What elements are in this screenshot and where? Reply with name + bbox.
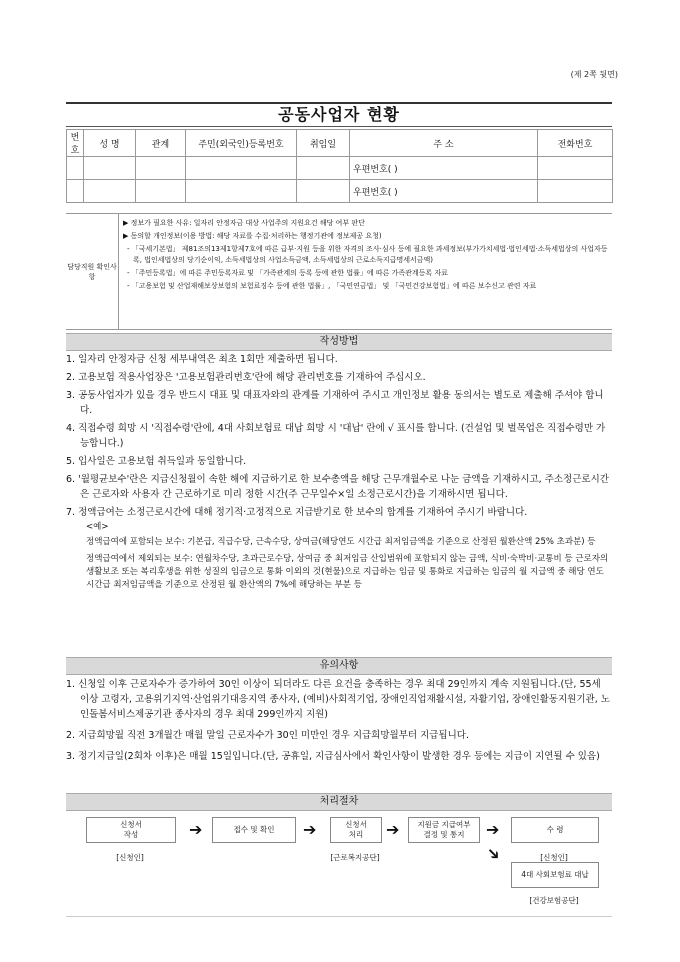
- header-address: 주 소: [350, 130, 538, 157]
- step-process-application: 신청서 처리: [330, 817, 382, 843]
- arrow-down-right-icon: ➔: [482, 842, 506, 866]
- header-start-date: 취임일: [297, 130, 350, 157]
- consent-line: ▶ 동의할 개인정보(이용 방법: 해당 자료를 수집·처리하는 행정기관에 정보제공 요청): [123, 232, 382, 240]
- consent-sub: - 「주민등록법」에 따른 주민등록자료 및 「가족관계의 등록 등에 관한 법률」에 따른 가족관계등록 자료: [127, 269, 448, 277]
- page-title: 공동사업자 현황: [278, 105, 400, 124]
- method-item: 5. 입사일은 고용보험 취득일과 동일합니다.: [66, 456, 247, 467]
- procedure-heading: 처리절차: [66, 793, 612, 811]
- page-note: (제 2쪽 뒷면): [570, 70, 618, 79]
- arrow-right-icon: ➔: [386, 820, 400, 839]
- header-relation: 관계: [136, 130, 186, 157]
- arrow-right-icon: ➔: [486, 820, 500, 839]
- label-welfare-corp: [근로복지공단]: [330, 853, 380, 862]
- header-id: 주민(외국인)등록번호: [186, 130, 297, 157]
- cell-address[interactable]: 우편번호( ): [350, 157, 538, 180]
- method-item: 4. 직접수령 희망 시 '직접수령'란에, 4대 사회보험료 대납 희망 시 '대납' 란에 √ 표시를 합니다. (건설업 및 벌목업은 직접수령만 가능합니다.): [66, 423, 606, 449]
- label-applicant: [신청인]: [540, 853, 568, 862]
- consent-sub: - 「고용보험 및 산업재해보상보험의 보험료징수 등에 관한 법률」, 「국민연금법」 및 「국민건강보험법」에 따른 보수신고 관련 자료: [127, 282, 537, 290]
- method-item: 7. 정액급여는 소정근로시간에 대해 정기적·고정적으로 지급받기로 한 보수의 합계를 기재하여 주시기 바랍니다.: [66, 507, 528, 518]
- caution-item: 1. 신청일 이후 근로자수가 증가하여 30인 이상이 되더라도 다른 요건을 충족하는 경우 최대 29인까지 계속 지원됩니다.(단, 55세 이상 고령자, 고용위기지역·산업위기대응지역 종사자, (예비)사회적기업, 장애인직업재활시설, 자활기업, 장애인활동지원기관, 노인돌봄서비스제공기관 종사자의 경우 최대 299인까지 지원): [66, 679, 610, 720]
- bottom-rule: [66, 916, 612, 917]
- method-item: 6. '월평균보수'란은 지급신청월이 속한 해에 지급하기로 한 보수총액을 해당 근무개월수로 나눈 금액을 기재하시고, 주소정근로시간은 근로자와 사용자 간 근로하기로 미리 정한 시간(주 근무일수×일 소정근로시간)을 기재하시면 됩니다.: [66, 474, 609, 500]
- example-excluded: 정액급여에서 제외되는 보수: 연월차수당, 초과근로수당, 상여금 중 최저임금 산입범위에 포함되지 않는 금액, 식비·숙박비·교통비 등 근로자의 생활보조 또는 복리후생을 위한 성질의 임금으로 통화 이외의 것(현물)으로 지급하는 임금 및 통화로 지급하는 임금의 월 지급액 중 해당 연도 시간급 최저임금액을 기준으로 산정된 월 환산액의 7%에 해당하는 부분 등: [86, 554, 609, 590]
- method-item: 1. 일자리 안정자금 신청 세부내역은 최초 1회만 제출하면 됩니다.: [66, 354, 338, 365]
- example-included: 정액급여에 포함되는 보수: 기본급, 직급수당, 근속수당, 상여금(해당연도 시간급 최저임금액을 기준으로 산정된 월환산액 25% 초과분) 등: [86, 537, 596, 547]
- caution-heading: 유의사항: [66, 657, 612, 675]
- step-insurance-payment: 4대 사회보험료 대납: [511, 862, 599, 888]
- caution-item: 3. 정기지급일(2회차 이후)은 매월 15일입니다.(단, 공휴일, 지급심사에서 확인사항이 발생한 경우 등에는 지급이 지연될 수 있음): [66, 751, 600, 762]
- method-item: 3. 공동사업자가 있을 경우 반드시 대표 및 대표자와의 관계를 기재하여 주시고 개인정보 활용 동의서는 별도로 제출해 주셔야 합니다.: [66, 390, 604, 416]
- consent-sub: - 「국세기본법」 제81조의13제1항제7호에 따른 급부·지원 등을 위한 자격의 조사·심사 등에 필요한 과세정보(부가가치세법·법인세법·소득세법상의 사업자등록, 법인세법상의 당기순이익, 소득세법상의 사업소득금액, 소득세법상의 근로소득지급명세서금액): [127, 245, 608, 264]
- method-item: 2. 고용보험 적용사업장은 '고용보험관리번호'란에 해당 관리번호를 기재하여 주십시오.: [66, 372, 426, 383]
- example-label: <예>: [86, 522, 109, 532]
- step-receive-payment: 수 령: [511, 817, 599, 843]
- arrow-right-icon: ➔: [189, 820, 203, 839]
- label-applicant: [신청인]: [116, 853, 144, 862]
- header-phone: 전화번호: [538, 130, 613, 157]
- step-decision-notice: 지원금 지급여부 결정 및 통지: [408, 817, 480, 843]
- label-health-insurance: [건강보험공단]: [529, 896, 579, 905]
- header-name: 성 명: [84, 130, 136, 157]
- consent-line: ▶ 정보가 필요한 사유: 일자리 안정자금 대상 사업주의 지원요건 해당 여부 판단: [123, 219, 365, 227]
- arrow-right-icon: ➔: [303, 820, 317, 839]
- cell-address[interactable]: 우편번호( ): [350, 180, 538, 203]
- step-write-application: 신청서 작성: [86, 817, 176, 843]
- consent-label: 담당직원 확인사항: [66, 214, 119, 329]
- header-number: 번호: [67, 130, 84, 157]
- method-heading: 작성방법: [66, 333, 612, 351]
- caution-item: 2. 지급희망월 직전 3개월간 매월 말일 근로자수가 30인 미만인 경우 지급희망월부터 지급됩니다.: [66, 730, 469, 741]
- step-receive-confirm: 접수 및 확인: [212, 817, 296, 843]
